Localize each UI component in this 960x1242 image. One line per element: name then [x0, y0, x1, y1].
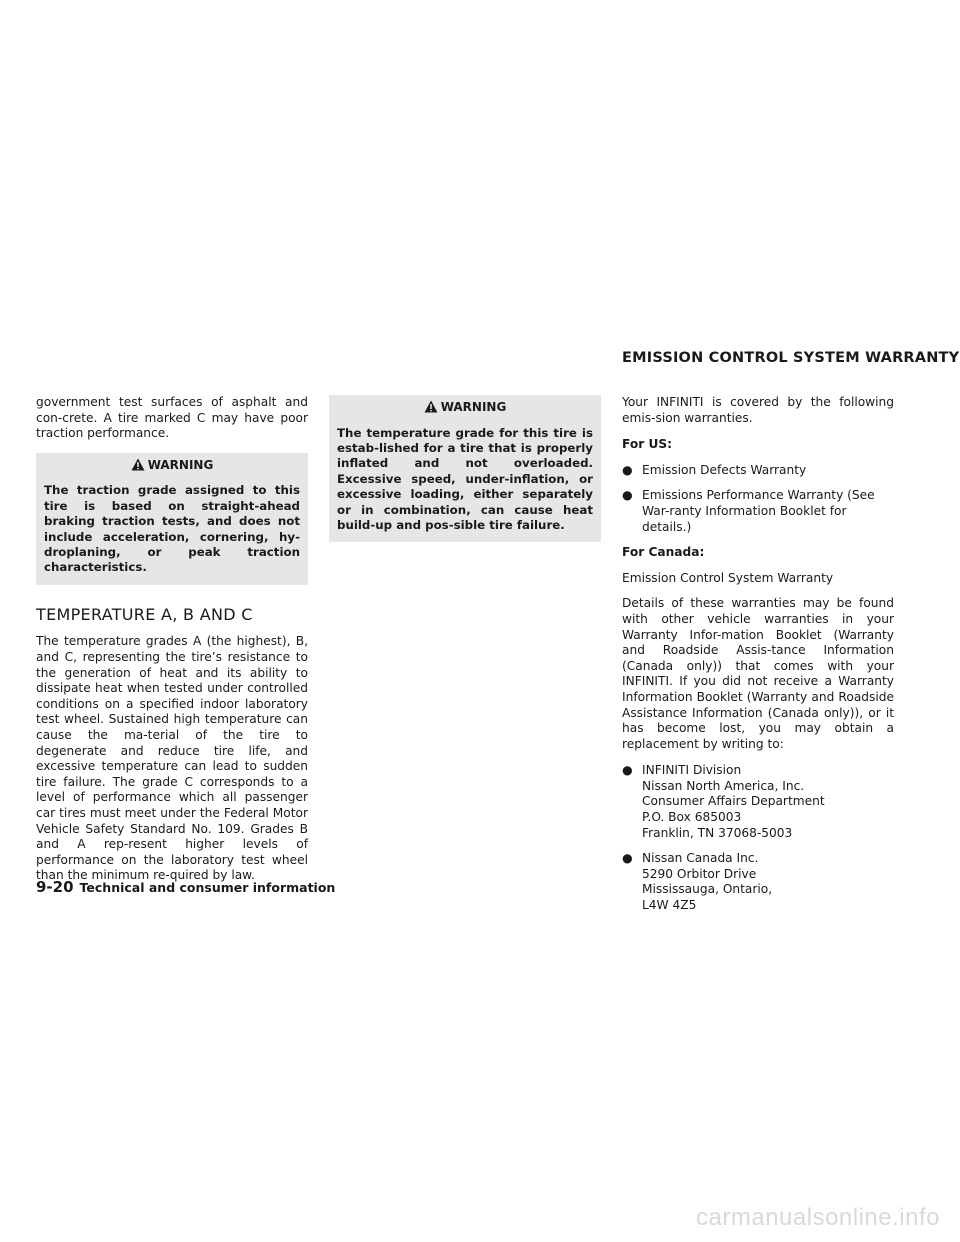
- address-line: INFINITI Division: [642, 763, 742, 778]
- list-item: [622, 463, 894, 479]
- address-line: P.O. Box 685003: [642, 810, 742, 825]
- details-paragraph: Details of these warranties may be found with other vehicle warranties in your Warranty Infor-mation Booklet (Warranty and Roadside Assis-tance Information (Canada only)) that comes with your INFINITI. If you did not receive a Warranty Information Booklet (Warranty and Roadside Assistance Information (Canada only)), or it has become lost, you may obtain a replacement by writing to:: [622, 596, 894, 751]
- warning-title: WARNING: [440, 400, 507, 414]
- column-3: [622, 395, 894, 924]
- warning-header: [337, 400, 593, 416]
- footer-section-name: Technical and consumer information: [79, 880, 336, 895]
- list-item-text: Emission Defects Warranty: [642, 462, 807, 477]
- address-line: Nissan North America, Inc.: [642, 778, 805, 793]
- address-line: L4W 4Z5: [642, 898, 697, 913]
- bullet-icon: ●: [622, 462, 633, 477]
- intro-paragraph: government test surfaces of asphalt and con-crete. A tire marked C may have poor traction performance.: [36, 395, 308, 441]
- canada-warranty-item: Emission Control System Warranty: [622, 570, 834, 585]
- watermark: carmanualsonline.info: [696, 1204, 940, 1231]
- list-item-text: Emissions Performance Warranty (See War-ranty Information Booklet for details.): [642, 488, 875, 534]
- page-number: 9-20: [36, 878, 74, 896]
- temperature-paragraph: The temperature grades A (the highest), B, and C, representing the tire’s resistance to the generation of heat and its ability to dissipate heat when tested under controlled conditions on a specified indoor laboratory test wheel. Sustained high temperature can cause the ma-terial of the tire to degenerate and reduce tire life, and excessive temperature can lead to sudden tire failure. The grade C corresponds to a level of performance which all passenger car tires must meet under the Federal Motor Vehicle Safety Standard No. 109. Grades B and A rep-resent higher levels of performance on the laboratory test wheel than the minimum re-quired by law.: [36, 634, 308, 883]
- warning-header: [44, 458, 300, 474]
- column-1: [36, 395, 308, 895]
- temperature-warning-box: [329, 395, 601, 542]
- emission-intro: Your INFINITI is covered by the following emis-sion warranties.: [622, 395, 894, 425]
- bullet-icon: ●: [622, 488, 633, 503]
- bullet-icon: ●: [622, 763, 633, 778]
- address-line: Franklin, TN 37068-5003: [642, 825, 793, 840]
- for-us-label: For US:: [622, 437, 673, 452]
- temperature-heading: TEMPERATURE A, B AND C: [36, 604, 253, 624]
- warning-text: The temperature grade for this tire is estab-lished for a tire that is properly inflated and not overloaded. Excessive speed, under-inflation, or excessive loading, either separately or in combination, can cause heat build-up and pos-sible tire failure.: [337, 425, 593, 533]
- address-us: [622, 763, 894, 841]
- list-item: [622, 488, 894, 535]
- section-title: EMISSION CONTROL SYSTEM WARRANTY: [622, 350, 960, 366]
- address-line: Nissan Canada Inc.: [642, 851, 759, 866]
- warning-icon: [131, 458, 145, 471]
- page-footer: [36, 878, 335, 896]
- column-2: [329, 395, 601, 556]
- warning-icon: [424, 400, 438, 413]
- warning-title: WARNING: [147, 457, 214, 472]
- address-line: Consumer Affairs Department: [642, 794, 825, 809]
- traction-warning-box: [36, 453, 308, 585]
- address-canada: [622, 851, 894, 913]
- for-canada-label: For Canada:: [622, 545, 705, 560]
- address-line: 5290 Orbitor Drive: [642, 866, 757, 881]
- address-line: Mississauga, Ontario,: [642, 882, 773, 897]
- warning-text: The traction grade assigned to this tire is based on straight-ahead braking traction tests, and does not include acceleration, cornering, hy-droplaning, or peak traction characteristics.: [44, 483, 300, 575]
- bullet-icon: ●: [622, 851, 633, 866]
